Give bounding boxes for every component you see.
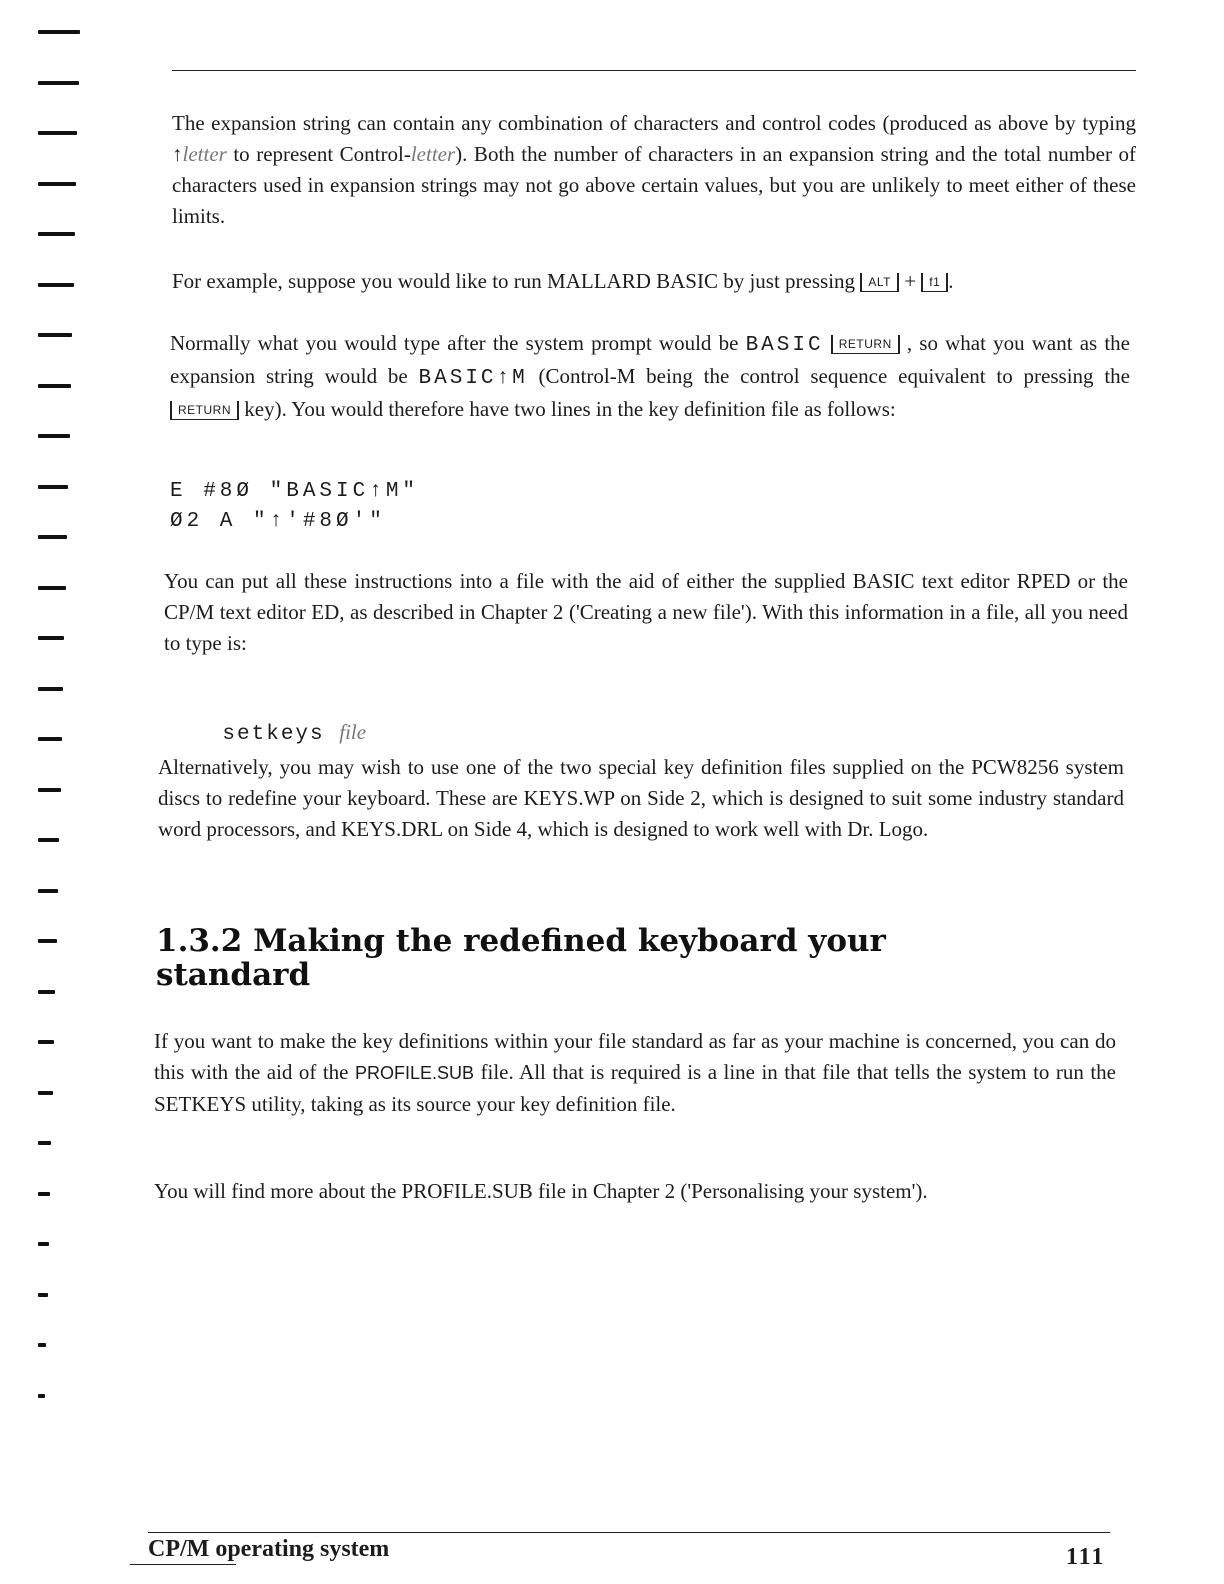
- edge-mark: [38, 889, 58, 893]
- edge-mark: [38, 838, 59, 842]
- paragraph-normally: [170, 328, 1130, 425]
- edge-mark: [38, 687, 63, 691]
- plus-sign: +: [898, 269, 922, 293]
- edge-mark: [38, 1192, 50, 1196]
- setkeys-file-arg: file: [339, 720, 367, 744]
- p1-letter-italic-2: letter: [410, 142, 456, 166]
- code-line-2: Ø2 A "↑'#8Ø'": [170, 510, 386, 533]
- edge-mark: [38, 586, 66, 590]
- footer-title: CP/M operating system: [148, 1536, 390, 1562]
- footer-underline: [130, 1564, 236, 1565]
- edge-mark: [38, 788, 61, 792]
- edge-mark: [38, 1040, 54, 1044]
- edge-mark: [38, 737, 62, 741]
- paragraph-example: [172, 266, 1136, 297]
- edge-mark: [38, 333, 72, 337]
- p3-text-b: , so what you want as the expansion string would be: [170, 331, 1131, 388]
- edge-mark: [38, 232, 75, 236]
- edge-mark: [38, 81, 79, 85]
- basic-control-m-text: BASIC↑M: [418, 367, 528, 390]
- edge-mark: [38, 1343, 46, 1347]
- edge-mark: [38, 1091, 53, 1095]
- p6-text-a: If you want to make the key definitions within your file standard as far as your machine is concerned, you can do this with the aid of the: [154, 1029, 1116, 1084]
- page-number: 111: [1066, 1544, 1106, 1570]
- profile-sub-text: PROFILE.SUB: [354, 1063, 475, 1083]
- alt-key-icon: ALT: [860, 273, 899, 292]
- section-heading: 1.3.2 Making the redefined keyboard your standard: [156, 923, 886, 993]
- p1-text-b: to represent Control-: [226, 142, 411, 166]
- p3-text-c: (Control-M being the control sequence equivalent to pressing the: [527, 364, 1130, 388]
- f1-key-icon: f1: [921, 273, 948, 292]
- p6-text-b: file. All that is required is a line in that file that tells the system to run the SETKEYS utility, taking as its source your key definition file.: [154, 1060, 1116, 1116]
- footer-rule: [148, 1532, 1110, 1533]
- p1-letter-italic: letter: [182, 142, 227, 166]
- edge-mark: [38, 939, 57, 943]
- edge-mark: [38, 434, 70, 438]
- edge-mark: [38, 131, 77, 135]
- setkeys-cmd: setkeys: [222, 723, 325, 746]
- return-key-icon-2: RETURN: [170, 401, 239, 420]
- p3-text-d: key). You would therefore have two lines in the key definition file as follows:: [239, 397, 896, 421]
- paragraph-instructions: You can put all these instructions into a file with the aid of either the supplied BASIC text editor RPED or the CP/M text editor ED, as described in Chapter 2 ('Creating a new file'). With this information in a file, all you need to type is:: [164, 569, 1128, 655]
- edge-mark: [38, 30, 80, 34]
- return-key-icon: RETURN: [831, 335, 900, 354]
- edge-mark: [38, 1141, 51, 1145]
- paragraph-find-more: You will find more about the PROFILE.SUB file in Chapter 2 ('Personalising your system').: [154, 1179, 928, 1203]
- edge-mark: [38, 990, 55, 994]
- p1-text-c: ). Both the number of characters in an expansion string and the total number of characters used in expansion strings may not go above certain values, but you are unlikely to meet either of these limits.: [172, 142, 1137, 228]
- p2-text: For example, suppose you would like to run MALLARD BASIC by just pressing: [172, 269, 861, 293]
- edge-mark: [38, 1394, 45, 1398]
- edge-mark: [38, 384, 71, 388]
- paragraph-expansion-string: [172, 108, 1136, 232]
- paragraph-alternatively: Alternatively, you may wish to use one of the two special key definition files supplied on the PCW8256 system discs to redefine your keyboard. These are KEYS.WP on Side 2, which is designed to suit some industry standard word processors, and KEYS.DRL on Side 4, which is designed to work well with Dr. Logo.: [158, 755, 1124, 841]
- edge-mark: [38, 485, 68, 489]
- edge-mark: [38, 182, 76, 186]
- p3-text-a: Normally what you would type after the system prompt would be: [170, 331, 746, 355]
- paragraph-standard: [154, 1026, 1116, 1120]
- edge-mark: [38, 636, 64, 640]
- top-rule: [172, 70, 1136, 71]
- p2-end: .: [948, 269, 954, 293]
- code-line-1: E #8Ø "BASIC↑M": [170, 480, 420, 503]
- basic-command-text: BASIC: [745, 334, 824, 357]
- edge-mark: [38, 283, 74, 287]
- edge-mark: [38, 1242, 49, 1246]
- p1-text-a: The expansion string can contain any combination of characters and control codes (produced as above by typing: [172, 111, 1136, 135]
- edge-mark: [38, 535, 67, 539]
- up-arrow-symbol: ↑: [172, 142, 183, 166]
- edge-mark: [38, 1293, 48, 1297]
